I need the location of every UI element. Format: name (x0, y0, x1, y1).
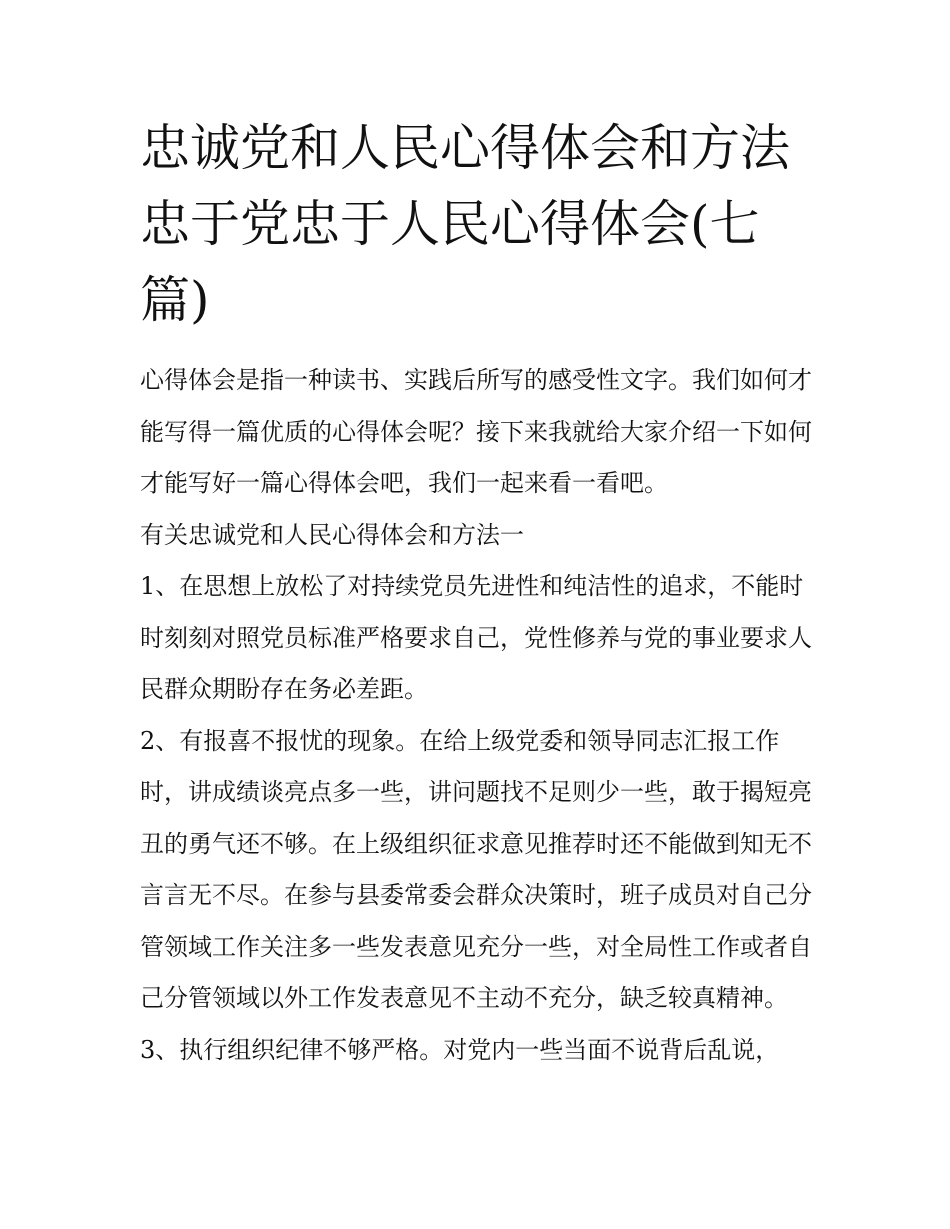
list-item-2: 2、有报喜不报忧的现象。在给上级党委和领导同志汇报工作时，讲成绩谈亮点多一些，讲问题找不足则少一些，敢于揭短亮丑的勇气还不够。在上级组织征求意见推荐时还不能做到知无不言言无不尽。在参与县委常委会群众决策时，班子成员对自己分管领域工作关注多一些发表意见充分一些，对全局性工作或者自己分管领域以外工作发表意见不主动不充分，缺乏较真精神。 (140, 726, 812, 1012)
document-title (140, 110, 820, 338)
section-heading: 有关忠诚党和人民心得体会和方法一 (140, 520, 524, 549)
list-item-3: 3、执行组织纪律不够严格。对党内一些当面不说背后乱说， (140, 1035, 780, 1064)
title-line-1: 忠诚党和人民心得体会和方法 (140, 119, 790, 177)
title-line-2: 忠于党忠于人民心得体会(七 (140, 195, 760, 253)
document-body (140, 355, 820, 1076)
title-line-3: 篇) (140, 271, 210, 329)
list-item-1: 1、在思想上放松了对持续党员先进性和纯洁性的追求，不能时时刻刻对照党员标准严格要求自己，党性修养与党的事业要求人民群众期盼存在务必差距。 (140, 572, 812, 703)
intro-paragraph: 心得体会是指一种读书、实践后所写的感受性文字。我们如何才能写得一篇优质的心得体会呢？接下来我就给大家介绍一下如何才能写好一篇心得体会吧，我们一起来看一看吧。 (140, 366, 812, 497)
